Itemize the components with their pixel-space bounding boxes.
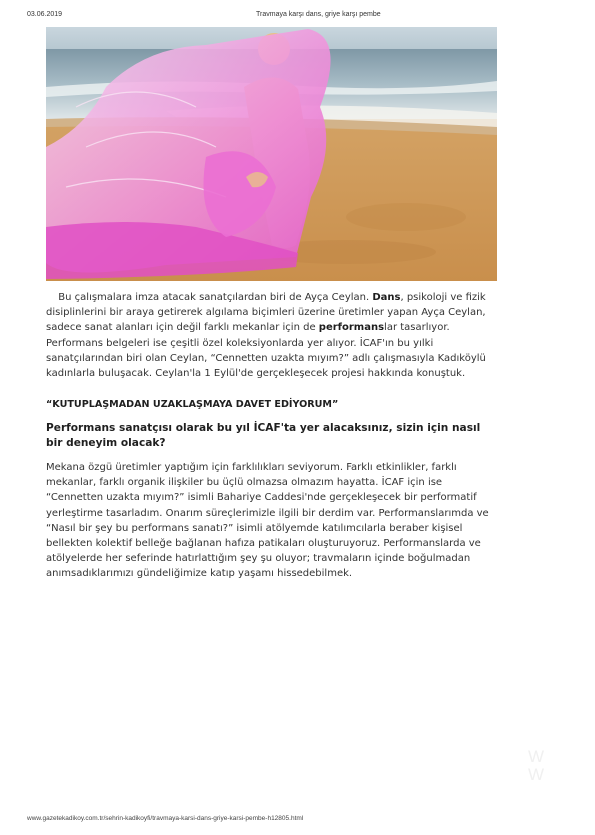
header-title: Travmaya karşı dans, griye karşı pembe xyxy=(256,11,381,18)
intro-text-2: , psikoloji ve fizik xyxy=(400,292,486,303)
section-heading: “KUTUPLAŞMADAN UZAKLAŞMAYA DAVET EDİYORUM” xyxy=(46,399,339,410)
watermark: W W xyxy=(528,747,545,784)
intro-text-1: Bu çalışmalara imza atacak sanatçılardan biri de Ayça Ceylan. xyxy=(58,292,373,303)
intro-paragraph xyxy=(46,290,498,381)
interview-question: Performans sanatçısı olarak bu yıl İCAF'ta yer alacaksınız, sizin için nasıl bir deneyim olacak? xyxy=(46,422,481,449)
intro-text-4: lar tasarlıyor. Performans belgeleri ise çeşitli özel koleksiyonlarda yer alıyor. İCAF'ın bu yılki sanatçılarından biri olan Ceylan, “Cennetten uzakta mıyım?” adlı çalışmasıyla Kadıköylü kadınlarla buluşacak. Ceylan'la 1 Eylül'de gerçekleşecek projesi hakkında konuştuk. xyxy=(46,322,486,380)
footer-url: www.gazetekadikoy.com.tr/sehrin-kadikoyfi/travmaya-karsi-dans-griye-karsi-pembe-h12805.html xyxy=(27,815,304,822)
header-date: 03.06.2019 xyxy=(27,11,63,18)
intro-text-3: disiplinlerini bir araya getirerek algılama biçimleri üzerine üretimler yapan Ayça Ceylan, sadece sanat alanları için değil farklı mekanlar için de xyxy=(46,307,486,334)
article-photo xyxy=(46,27,497,281)
intro-bold-dans: Dans xyxy=(372,292,401,303)
intro-bold-performans: performans xyxy=(318,322,385,334)
interview-answer: Mekana özgü üretimler yaptığım için farklılıkları seviyorum. Farklı etkinlikler, farklı mekanlar, farklı organik ilişkiler bu üçlü olmazsa olmazım hayatta. İCAF için ise “Cennetten uzakta mıyım?” isimli Bahariye Caddesi'nde gerçekleşecek bir performatif yerleştirme tasarladım. Onarım süreçlerimizle ilgili bir derdim var. Performanslarımda ve “Nasıl bir şey bu performans sanatı?” isimli atölyemde katılımcılarla beraber kişisel bellekten kolektif belleğe bağlanan hafıza patikaları oluşturuyoruz. Performanslarda ve atölyelerde her seferinde hatırlattığım şey şu oluyor; travmaların içinde boğulmadan anımsadıklarımızı gündeliğimize katıp yaşamı hissedebilmek. xyxy=(46,462,489,580)
